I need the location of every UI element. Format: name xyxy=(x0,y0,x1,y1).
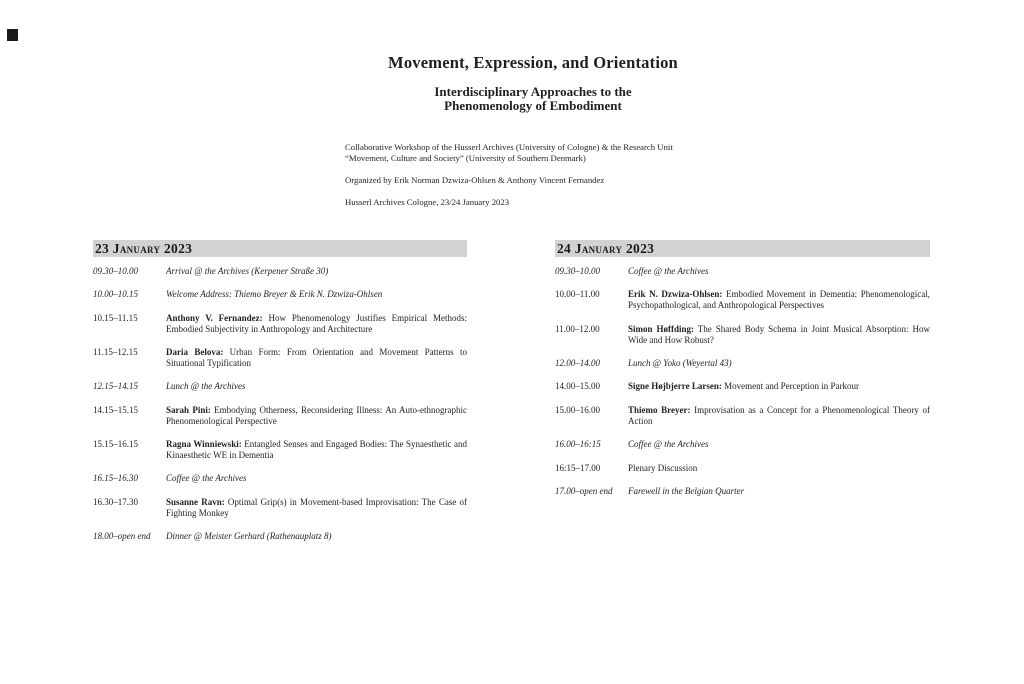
speaker-name: Thiemo Breyer: xyxy=(628,404,691,415)
entry-description xyxy=(628,405,930,427)
workshop-description: Collaborative Workshop of the Husserl Archives (University of Cologne) & the Research Unit “Movement, Culture and Society” (University of Southern Denmark) xyxy=(345,142,673,163)
speaker-name: Sarah Pini: xyxy=(166,404,211,415)
subtitle-line-1: Interdisciplinary Approaches to the xyxy=(434,84,632,99)
schedule-entry xyxy=(93,289,467,300)
page-title: Movement, Expression, and Orientation xyxy=(388,53,678,72)
talk-title: How Phenomenology Justifies Empirical Methods: Embodied Subjectivity in Anthropology and Architecture xyxy=(166,312,468,334)
entry-time: 14.15–15.15 xyxy=(93,404,138,415)
entry-time: 16.15–16.30 xyxy=(93,473,138,484)
speaker-name: Ragna Winniewski: xyxy=(166,439,242,450)
talk-title: Entangled Senses and Engaged Bodies: The Synaesthetic and Kinaesthetic WE in Dementia xyxy=(166,439,467,461)
entry-description: Lunch @ Yoko (Weyertal 43) xyxy=(628,358,732,369)
schedule-entry xyxy=(555,463,930,474)
speaker-name: Anthony V. Fernandez: xyxy=(166,312,263,323)
entry-time: 17.00–open end xyxy=(555,485,613,496)
schedule-entry xyxy=(555,439,930,450)
entry-time: 11.00–12.00 xyxy=(555,323,600,334)
scan-artifact-mark xyxy=(7,29,18,41)
day-header: 23 January 2023 xyxy=(93,240,467,257)
entry-description: Welcome Address: Thiemo Breyer & Erik N. Dzwiza-Ohlsen xyxy=(166,289,383,300)
schedule-entry xyxy=(555,289,930,311)
talk-title: The Shared Body Schema in Joint Musical Absorption: How Wide and How Robust? xyxy=(628,323,931,345)
entry-description xyxy=(628,324,930,346)
schedule-entry xyxy=(93,531,467,542)
title-block xyxy=(333,53,733,113)
talk-title: Urban Form: From Orientation and Movement Patterns to Situational Typification xyxy=(166,347,467,369)
entry-time: 10.00–11.00 xyxy=(555,289,600,300)
entry-time: 12.00–14.00 xyxy=(555,358,600,369)
schedule-entry xyxy=(93,266,467,277)
entry-time: 09.30–10.00 xyxy=(555,266,600,276)
schedule-entry xyxy=(93,347,467,369)
entry-description xyxy=(166,347,467,369)
organizers-line: Organized by Erik Norman Dzwiza-Ohlsen & Anthony Vincent Fernandez xyxy=(345,175,605,185)
schedule-entry xyxy=(555,324,930,346)
entry-description xyxy=(166,405,467,427)
entry-time: 11.15–12.15 xyxy=(93,347,138,358)
entry-time: 18.00–open end xyxy=(93,531,151,542)
speaker-name: Signe Højbjerre Larsen: xyxy=(628,381,722,392)
entry-description: Plenary Discussion xyxy=(628,462,698,473)
schedule-entry xyxy=(93,313,467,335)
talk-title: Embodied Movement in Dementia: Phenomenological, Psychopathological, and Anthropological Perspectives xyxy=(628,289,930,311)
schedule-entry xyxy=(93,405,467,427)
subtitle-line-2: Phenomenology of Embodiment xyxy=(444,98,622,113)
schedule-entry xyxy=(93,381,467,392)
entry-description: Lunch @ the Archives xyxy=(166,381,246,392)
entry-time: 15.15–16.15 xyxy=(93,439,138,450)
venue-date-line: Husserl Archives Cologne, 23/24 January 2023 xyxy=(345,197,510,207)
entry-description xyxy=(628,289,930,311)
entry-description xyxy=(166,439,467,461)
entry-description xyxy=(166,313,467,335)
entry-description: Coffee @ the Archives xyxy=(628,266,709,276)
entry-description: Coffee @ the Archives xyxy=(628,439,709,450)
speaker-name: Daria Belova: xyxy=(166,347,224,358)
entry-time: 14.00–15.00 xyxy=(555,381,600,392)
schedule-entry xyxy=(555,486,930,497)
schedule-entry xyxy=(93,439,467,461)
talk-title: Optimal Grip(s) in Movement-based Improvisation: The Case of Fighting Monkey xyxy=(166,496,467,518)
entry-description: Coffee @ the Archives xyxy=(166,473,247,484)
entry-time: 16:15–17.00 xyxy=(555,462,601,473)
entry-time: 09.30–10.00 xyxy=(93,266,138,276)
speaker-name: Simon Høffding: xyxy=(628,323,694,334)
entry-time: 10.15–11.15 xyxy=(93,312,138,323)
schedule-entries xyxy=(555,266,930,497)
entry-description xyxy=(166,497,467,519)
entry-time: 15.00–16.00 xyxy=(555,404,600,415)
schedule-entry xyxy=(555,266,930,277)
schedule-entry xyxy=(555,381,930,392)
entry-time: 10.00–10.15 xyxy=(93,289,138,300)
talk-title: Embodying Otherness, Reconsidering Illness: An Auto-ethnographic Phenomenological Perspective xyxy=(166,404,468,426)
page-subtitle xyxy=(333,85,733,113)
entry-time: 12.15–14.15 xyxy=(93,381,138,392)
speaker-name: Erik N. Dzwiza-Ohlsen: xyxy=(628,289,723,300)
intro-block xyxy=(345,142,717,219)
schedule-entries xyxy=(93,266,467,542)
schedule-entry xyxy=(93,497,467,519)
day-column-23-january xyxy=(93,240,467,555)
entry-description: Dinner @ Meister Gerhard (Rathenauplatz 8) xyxy=(166,531,332,542)
speaker-name: Susanne Ravn: xyxy=(166,496,225,507)
day-column-24-january xyxy=(555,240,930,509)
talk-title: Improvisation as a Concept for a Phenomenological Theory of Action xyxy=(628,404,930,426)
schedule-entry xyxy=(555,405,930,427)
day-header: 24 January 2023 xyxy=(555,240,930,257)
talk-title: Movement and Perception in Parkour xyxy=(724,381,860,392)
schedule-entry xyxy=(93,473,467,484)
schedule-entry xyxy=(555,358,930,369)
entry-description: Farewell in the Belgian Quarter xyxy=(628,485,745,496)
entry-description: Arrival @ the Archives (Kerpener Straße 30) xyxy=(166,266,329,276)
entry-time: 16.30–17.30 xyxy=(93,496,138,507)
entry-time: 16.00–16:15 xyxy=(555,439,601,450)
entry-description xyxy=(628,381,930,392)
